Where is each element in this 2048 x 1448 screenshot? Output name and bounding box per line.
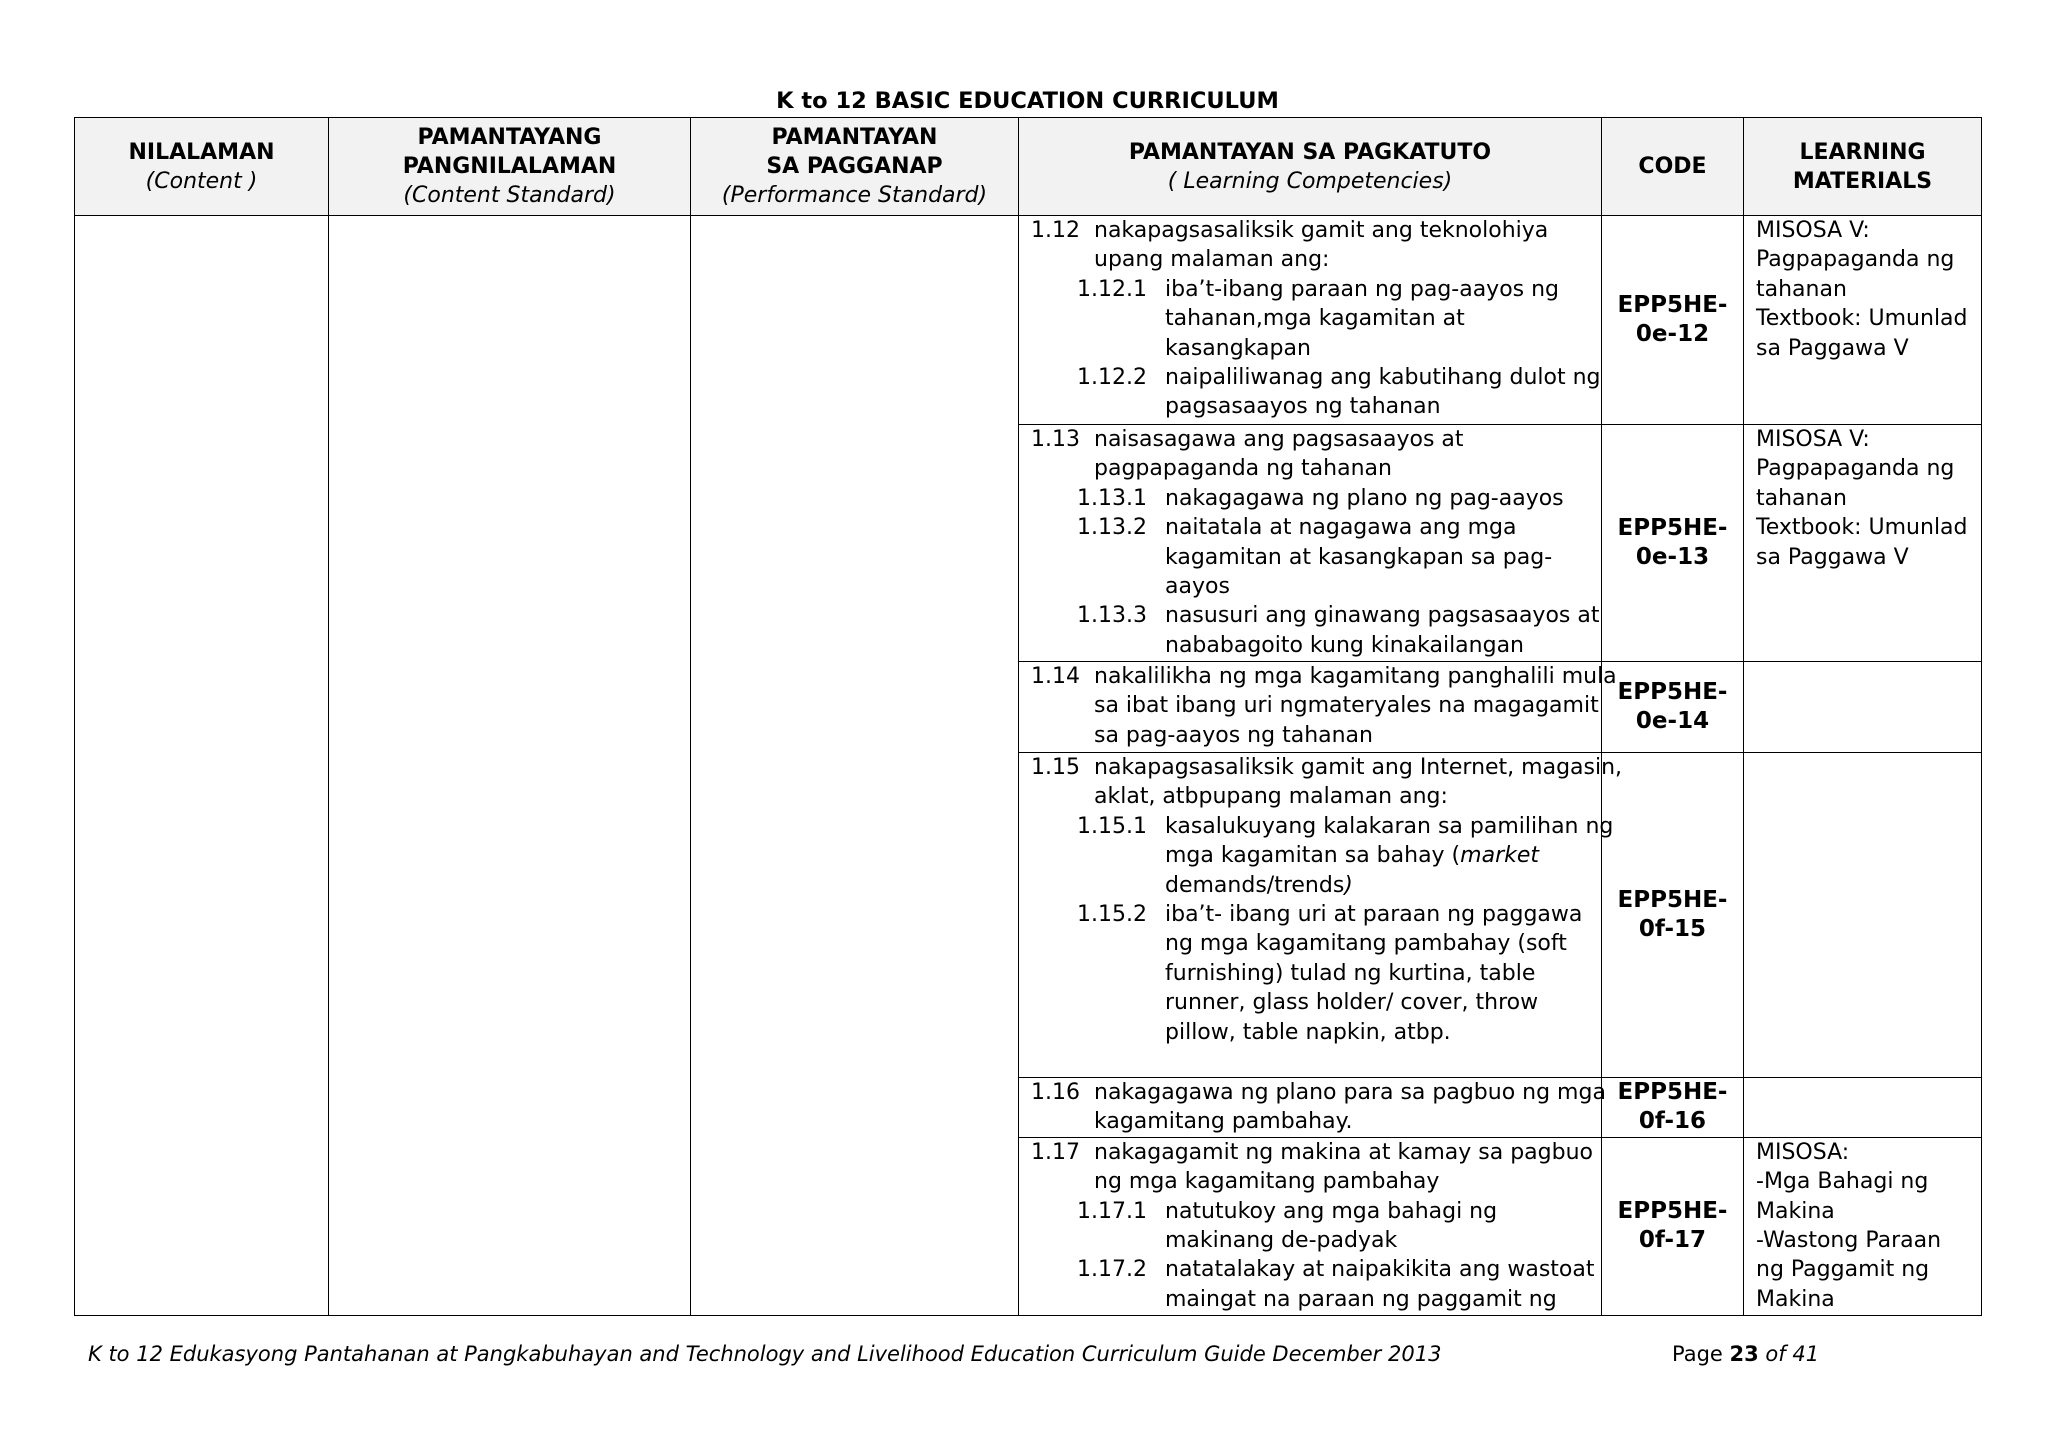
code-line: EPP5HE-: [1617, 678, 1728, 705]
header-content-standard: [329, 118, 691, 216]
header-learning-competencies: [1019, 118, 1602, 216]
material-line: tahanan: [1756, 276, 1847, 302]
materials-cell: [1744, 1078, 1982, 1138]
header-code-title: CODE: [1638, 154, 1707, 179]
header-content-standard-title2: PANGNILALAMAN: [402, 154, 617, 179]
header-code: [1602, 118, 1744, 216]
header-learning-materials-title1: LEARNING: [1799, 139, 1926, 165]
materials-cell: [1744, 753, 1982, 1078]
material-line: MISOSA V:: [1756, 218, 1870, 243]
competency-text: aklat, atbpupang malaman ang:: [1094, 784, 1448, 810]
header-learning-materials: [1744, 118, 1982, 216]
page-total: of 41: [1758, 1342, 1820, 1366]
code-line: EPP5HE-: [1617, 291, 1728, 318]
header-content-standard-subtitle: (Content Standard): [403, 183, 616, 208]
competency-text: pagsasaayos ng tahanan: [1165, 394, 1441, 420]
competency-text: kasalukuyang kalakaran sa pamilihan ng: [1165, 813, 1614, 839]
competency-number: 1.17.1: [1077, 1198, 1147, 1224]
competency-text: iba’t-ibang paraan ng pag-aayos ng: [1165, 276, 1560, 302]
header-learning-competencies-title: PAMANTAYAN SA PAGKATUTO: [1128, 139, 1492, 165]
code-line: EPP5HE-: [1617, 1079, 1728, 1105]
header-content: [75, 118, 329, 216]
competency-text: mga kagamitan sa bahay (: [1165, 843, 1461, 869]
material-line: Pagpapaganda ng: [1756, 247, 1955, 273]
competency-text: furnishing) tulad ng kurtina, table: [1165, 960, 1536, 986]
code-cell: [1602, 1078, 1744, 1138]
code-line: EPP5HE-: [1617, 514, 1728, 541]
materials-cell: [1744, 1137, 1982, 1315]
material-line: tahanan: [1756, 485, 1847, 511]
competency-text: tahanan,mga kagamitan at: [1165, 306, 1465, 332]
header-content-title: NILALAMAN: [128, 139, 275, 165]
competency-text: nakagagawa ng plano ng pag-aayos: [1165, 485, 1564, 511]
competency-text: kasangkapan: [1165, 335, 1311, 361]
competency-text: nakagagawa ng plano para sa pagbuo ng mga: [1094, 1080, 1606, 1105]
materials-cell: [1744, 662, 1982, 753]
code-line: 0f-15: [1638, 916, 1707, 942]
code-line: 0e-13: [1635, 544, 1710, 570]
competency-number: 1.12: [1031, 218, 1080, 243]
competency-text: nasusuri ang ginawang pagsasaayos at: [1165, 603, 1600, 629]
competency-text: naipaliliwanag ang kabutihang dulot ng: [1165, 365, 1601, 391]
competency-text: nababagoito kung kinakailangan: [1165, 632, 1524, 658]
footer-page-number: [1672, 1342, 1819, 1366]
materials-cell: [1744, 216, 1982, 425]
competency-text: nakagagamit ng makina at kamay sa pagbuo: [1094, 1139, 1593, 1165]
content-cell: [75, 216, 329, 1316]
competency-cell: [1019, 425, 1602, 662]
material-line: Pagpapaganda ng: [1756, 456, 1955, 482]
competency-text: iba’t- ibang uri at paraan ng paggawa: [1165, 902, 1583, 928]
competency-text: kagamitan at kasangkapan sa pag-: [1165, 544, 1553, 570]
competency-number: 1.14: [1031, 664, 1080, 689]
curriculum-table: [74, 117, 1982, 1316]
competency-number: 1.12.1: [1077, 276, 1147, 302]
material-line: sa Paggawa V: [1756, 335, 1909, 361]
material-line: Textbook: Umunlad: [1756, 306, 1968, 332]
header-performance-standard: [691, 118, 1019, 216]
competency-text: kagamitang pambahay.: [1094, 1109, 1353, 1135]
competency-cell: [1019, 1078, 1606, 1138]
code-line: 0e-12: [1635, 321, 1710, 347]
competency-cell: [1019, 753, 1623, 1078]
header-performance-standard-subtitle: (Performance Standard): [721, 183, 988, 208]
code-line: 0f-16: [1638, 1108, 1707, 1135]
header-performance-standard-title2: SA PAGGANAP: [766, 154, 943, 179]
code-cell: [1602, 662, 1744, 753]
code-line: 0e-14: [1635, 708, 1710, 734]
page-label: Page: [1672, 1342, 1730, 1366]
code-line: EPP5HE-: [1617, 886, 1728, 913]
header-learning-materials-title2: MATERIALS: [1792, 168, 1933, 194]
code-line: 0f-17: [1638, 1227, 1707, 1254]
competency-text: natatalakay at naipakikita ang wastoat: [1165, 1257, 1595, 1283]
competency-text: pillow, table napkin, atbp.: [1165, 1019, 1451, 1045]
table-header-row: [75, 118, 1982, 216]
competency-number: 1.16: [1031, 1080, 1080, 1105]
document-title: K to 12 BASIC EDUCATION CURRICULUM: [776, 88, 1279, 114]
footer-guide-title: K to 12 Edukasyong Pantahanan at Pangkabuhayan and Technology and Livelihood Education Curriculum Guide December 2013: [88, 1342, 1442, 1366]
competency-text: natutukoy ang mga bahagi ng: [1165, 1198, 1498, 1224]
material-line: sa Paggawa V: [1756, 544, 1909, 570]
competency-text: demands/trends: [1165, 872, 1345, 898]
competency-text: nakalilikha ng mga kagamitang panghalili mula: [1094, 664, 1617, 689]
competency-text: naisasagawa ang pagsasaayos at: [1094, 427, 1464, 452]
competency-number: 1.17.2: [1077, 1257, 1147, 1283]
material-line: Makina: [1756, 1286, 1835, 1312]
competency-text: runner, glass holder/ cover, throw: [1165, 990, 1539, 1016]
competency-number: 1.13.3: [1077, 603, 1147, 629]
code-cell: [1602, 753, 1744, 1078]
competency-text: ): [1344, 872, 1353, 898]
competency-text: nakapagsasaliksik gamit ang teknolohiya: [1094, 218, 1549, 243]
competency-number: 1.13.2: [1077, 515, 1147, 541]
materials-cell: [1744, 425, 1982, 662]
competency-number: 1.17: [1031, 1139, 1080, 1165]
material-line: ng Paggamit ng: [1756, 1257, 1930, 1283]
competency-text: nakapagsasaliksik gamit ang Internet, magasin,: [1094, 755, 1623, 780]
table-row: [75, 216, 1982, 425]
competency-cell: [1019, 216, 1602, 425]
competency-number: 1.13: [1031, 427, 1080, 452]
competency-text: market: [1460, 843, 1540, 869]
material-line: Makina: [1756, 1198, 1835, 1224]
code-cell: [1602, 425, 1744, 662]
content-standard-cell: [329, 216, 691, 1316]
competency-number: 1.15.2: [1077, 902, 1147, 928]
competency-cell: [1019, 1137, 1602, 1315]
header-learning-competencies-subtitle: ( Learning Competencies): [1167, 168, 1453, 194]
code-cell: [1602, 1137, 1744, 1315]
material-line: Textbook: Umunlad: [1756, 515, 1968, 541]
competency-text: makinang de-padyak: [1165, 1228, 1398, 1254]
material-line: MISOSA:: [1756, 1139, 1850, 1165]
competency-text: aayos: [1165, 574, 1230, 600]
competency-cell: [1019, 662, 1617, 753]
competency-text: pagpapaganda ng tahanan: [1094, 456, 1392, 482]
code-line: EPP5HE-: [1617, 1197, 1728, 1224]
competency-text: ng mga kagamitang pambahay: [1094, 1169, 1440, 1195]
competency-number: 1.12.2: [1077, 365, 1147, 391]
header-content-subtitle: (Content ): [145, 168, 258, 194]
header-performance-standard-title1: PAMANTAYAN: [771, 125, 938, 150]
competency-text: sa ibat ibang uri ngmateryales na magagamit: [1094, 693, 1599, 719]
material-line: -Mga Bahagi ng: [1756, 1169, 1929, 1195]
page-number: 23: [1729, 1342, 1759, 1366]
code-cell: [1602, 216, 1744, 425]
competency-text: ng mga kagamitang pambahay (soft: [1165, 931, 1567, 957]
performance-standard-cell: [691, 216, 1019, 1316]
competency-text: upang malaman ang:: [1094, 247, 1330, 273]
competency-text: naitatala at nagagawa ang mga: [1165, 515, 1517, 541]
competency-number: 1.13.1: [1077, 485, 1147, 511]
competency-text: sa pag-aayos ng tahanan: [1094, 722, 1373, 748]
competency-number: 1.15.1: [1077, 813, 1147, 839]
material-line: -Wastong Paraan: [1756, 1228, 1942, 1254]
competency-text: maingat na paraan ng paggamit ng: [1165, 1286, 1557, 1312]
competency-number: 1.15: [1031, 755, 1080, 780]
material-line: MISOSA V:: [1756, 427, 1870, 452]
header-content-standard-title1: PAMANTAYANG: [417, 125, 602, 150]
